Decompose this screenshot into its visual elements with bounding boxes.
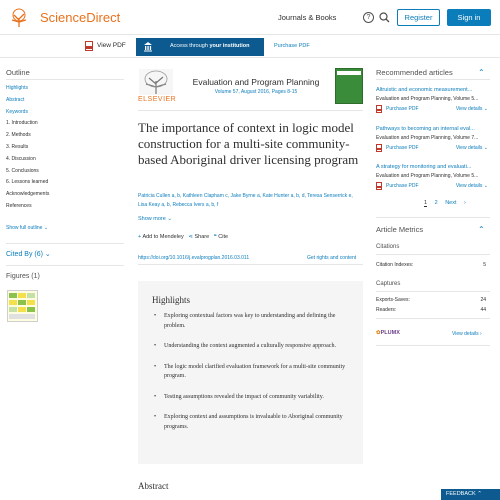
- share-icon: ⋖: [188, 234, 193, 240]
- purchase-pdf-link[interactable]: Purchase PDF: [274, 43, 310, 49]
- divider: [6, 265, 124, 266]
- outline-item-abstract[interactable]: Abstract: [6, 96, 25, 103]
- author-list: [138, 192, 362, 210]
- outline-item-highlights[interactable]: Highlights: [6, 85, 28, 91]
- outline-list: [6, 84, 124, 214]
- recommended-article: [376, 87, 490, 114]
- article-metrics-heading: Article Metrics: [376, 225, 424, 234]
- next-page-button[interactable]: [445, 200, 472, 206]
- view-details-label: View details: [455, 106, 483, 112]
- view-details-link[interactable]: [456, 145, 488, 151]
- highlight-item: • The logic model clarified evaluation framework for a multi-site community program.: [152, 363, 352, 382]
- chevron-up-icon: ⌃: [477, 491, 482, 497]
- divider: [376, 345, 490, 346]
- article-title: The importance of context in logic model construction for a multi-site community-based Aboriginal driver licensing program: [138, 120, 359, 167]
- chevron-down-icon: ⌄: [167, 216, 172, 222]
- citation-indexes-row: [376, 262, 486, 268]
- highlight-item: • Testing assumptions revealed the impact of community variability.: [152, 393, 352, 403]
- doi-link[interactable]: https://doi.org/10.1016/j.evalprogplan.2016.03.011: [138, 255, 250, 261]
- plumx-label: PLUMX: [380, 330, 400, 336]
- authors-line[interactable]: Lisa Keay a, b, Rebecca Ivers a, b, f: [138, 202, 219, 208]
- divider: [138, 264, 363, 265]
- plumx-flower-icon: ✿: [376, 330, 381, 336]
- share-button[interactable]: Share: [194, 234, 210, 240]
- recommended-pager: [424, 200, 478, 206]
- register-button[interactable]: Register: [397, 9, 440, 26]
- article-actions: [138, 234, 228, 240]
- outline-item-results[interactable]: 3. Results: [6, 143, 29, 150]
- abstract-heading: Abstract: [138, 481, 169, 491]
- figures-heading: Figures (1): [6, 273, 40, 280]
- divider: [6, 243, 124, 244]
- purchase-pdf-link[interactable]: Purchase PDF: [386, 183, 419, 189]
- highlights-heading: Highlights: [152, 295, 191, 305]
- plus-icon: +: [138, 234, 142, 240]
- divider: [376, 318, 490, 319]
- metric-label: Citation Indexes:: [376, 262, 414, 268]
- rights-link[interactable]: Get rights and content: [307, 255, 357, 261]
- feedback-label: FEEDBACK: [446, 491, 476, 497]
- divider: [6, 79, 124, 80]
- chevron-down-icon: ⌄: [483, 145, 488, 151]
- highlights-list: [152, 312, 352, 443]
- recommended-article: [376, 126, 490, 153]
- divider: [376, 79, 490, 80]
- recommended-article: [376, 164, 490, 191]
- show-full-outline-link[interactable]: [6, 225, 48, 231]
- metric-value: 24: [480, 297, 486, 303]
- captures-heading: Captures: [376, 281, 401, 287]
- journal-volume[interactable]: Volume 57, August 2016, Pages 8-15: [214, 89, 298, 95]
- view-details-link[interactable]: [456, 183, 488, 189]
- outline-heading: Outline: [6, 68, 30, 77]
- view-details-link[interactable]: [456, 106, 488, 112]
- recommended-article-title[interactable]: A strategy for monitoring and evaluati...: [376, 164, 472, 170]
- divider: [138, 110, 363, 111]
- brand-logo[interactable]: ScienceDirect: [40, 10, 121, 25]
- show-more-label: Show more: [138, 216, 166, 222]
- figure-thumbnail[interactable]: [7, 290, 38, 322]
- outline-item-methods[interactable]: 2. Methods: [6, 132, 31, 139]
- pdf-icon: [85, 41, 93, 51]
- outline-item-discussion[interactable]: 4. Discussion: [6, 155, 36, 162]
- figure-thumbnail-graphic: [8, 291, 37, 321]
- purchase-pdf-link[interactable]: Purchase PDF: [386, 106, 419, 112]
- feedback-button[interactable]: [441, 489, 500, 500]
- journal-cover-band: [337, 71, 361, 75]
- page-1-button[interactable]: 1: [424, 200, 428, 206]
- purchase-pdf-link[interactable]: Purchase PDF: [386, 145, 419, 151]
- sign-in-button[interactable]: Sign in: [447, 9, 491, 26]
- elsevier-tree-icon[interactable]: [8, 8, 30, 28]
- metric-value: 5: [483, 262, 486, 268]
- outline-item-conclusions[interactable]: 5. Conclusions: [6, 167, 39, 174]
- view-details-label: View details: [452, 331, 479, 337]
- authors-line[interactable]: Patricia Cullen a, b, Kathleen Clapham c, Jake Byrne a, Kate Hunter a, b, d, Teresa Senserrick e,: [138, 193, 353, 199]
- outline-item-introduction[interactable]: 1. Introduction: [6, 120, 38, 127]
- recommended-article-journal: Evaluation and Program Planning, Volume 7...: [376, 135, 479, 141]
- metric-label: Readers:: [376, 307, 397, 313]
- next-label: Next: [445, 200, 457, 206]
- page-2-button[interactable]: 2: [434, 200, 438, 206]
- metrics-view-details-link[interactable]: [452, 331, 482, 337]
- divider: [376, 217, 490, 218]
- exports-saves-row: [376, 297, 486, 303]
- cite-icon: ❝: [213, 234, 217, 240]
- metric-value: 44: [480, 307, 486, 313]
- citations-heading: Citations: [376, 244, 400, 250]
- cited-by-link[interactable]: [6, 250, 51, 258]
- journal-title[interactable]: Evaluation and Program Planning: [192, 77, 320, 87]
- recommended-article-journal: Evaluation and Program Planning, Volume 5...: [376, 96, 479, 102]
- access-institution-label: Access through your institution: [170, 43, 250, 49]
- recommended-article-title[interactable]: Pathways to becoming an internal eval...: [376, 126, 475, 132]
- chevron-down-icon: ⌄: [44, 251, 51, 258]
- institution-icon: [143, 41, 153, 52]
- outline-item-keywords[interactable]: Keywords: [6, 108, 28, 115]
- pdf-icon: [376, 144, 382, 152]
- highlight-item: • Understanding the context augmented a culturally responsive approach.: [152, 342, 352, 352]
- plumx-logo[interactable]: [376, 330, 400, 336]
- outline-item-references[interactable]: References: [6, 202, 32, 209]
- outline-item-acknowledgements[interactable]: Acknowledgements: [6, 191, 50, 198]
- view-pdf-link[interactable]: View PDF: [97, 42, 126, 49]
- help-icon[interactable]: ?: [363, 12, 374, 23]
- view-details-label: View details: [455, 145, 483, 151]
- metric-label: Exports-Saves:: [376, 297, 410, 303]
- publisher-wordmark: ELSEVIER: [138, 96, 177, 103]
- readers-row: [376, 307, 486, 313]
- search-icon[interactable]: [379, 12, 390, 23]
- recommended-article-title[interactable]: Altruistic and economic measurement...: [376, 87, 473, 93]
- pdf-icon: [376, 105, 382, 113]
- chevron-down-icon: ⌄: [483, 106, 488, 112]
- journals-books-link[interactable]: Journals & Books: [278, 13, 337, 22]
- chevron-up-icon[interactable]: ⌃: [478, 225, 485, 234]
- view-details-label: View details: [455, 183, 483, 189]
- chevron-right-icon: ›: [479, 331, 482, 337]
- highlight-item: • Exploring contextual factors was key to understanding and defining the problem.: [152, 312, 352, 331]
- add-to-mendeley-button[interactable]: Add to Mendeley: [142, 234, 184, 240]
- recommended-article-journal: Evaluation and Program Planning, Volume 5...: [376, 173, 479, 179]
- chevron-down-icon: ⌄: [43, 225, 49, 231]
- chevron-down-icon: ⌄: [483, 183, 488, 189]
- recommended-heading: Recommended articles: [376, 68, 453, 77]
- show-full-outline-label: Show full outline: [6, 225, 43, 231]
- divider: [376, 254, 490, 255]
- chevron-up-icon[interactable]: ⌃: [478, 68, 485, 77]
- chevron-right-icon: ›: [464, 200, 466, 206]
- pdf-icon: [376, 182, 382, 190]
- show-more-button[interactable]: [138, 216, 172, 222]
- cite-button[interactable]: Cite: [218, 234, 229, 240]
- outline-item-lessons[interactable]: 6. Lessons learned: [6, 179, 49, 186]
- cited-by-label: Cited By (6): [6, 251, 43, 258]
- divider: [376, 291, 490, 292]
- highlight-item: • Exploring context and assumptions is invaluable to Aboriginal community programs.: [152, 413, 352, 432]
